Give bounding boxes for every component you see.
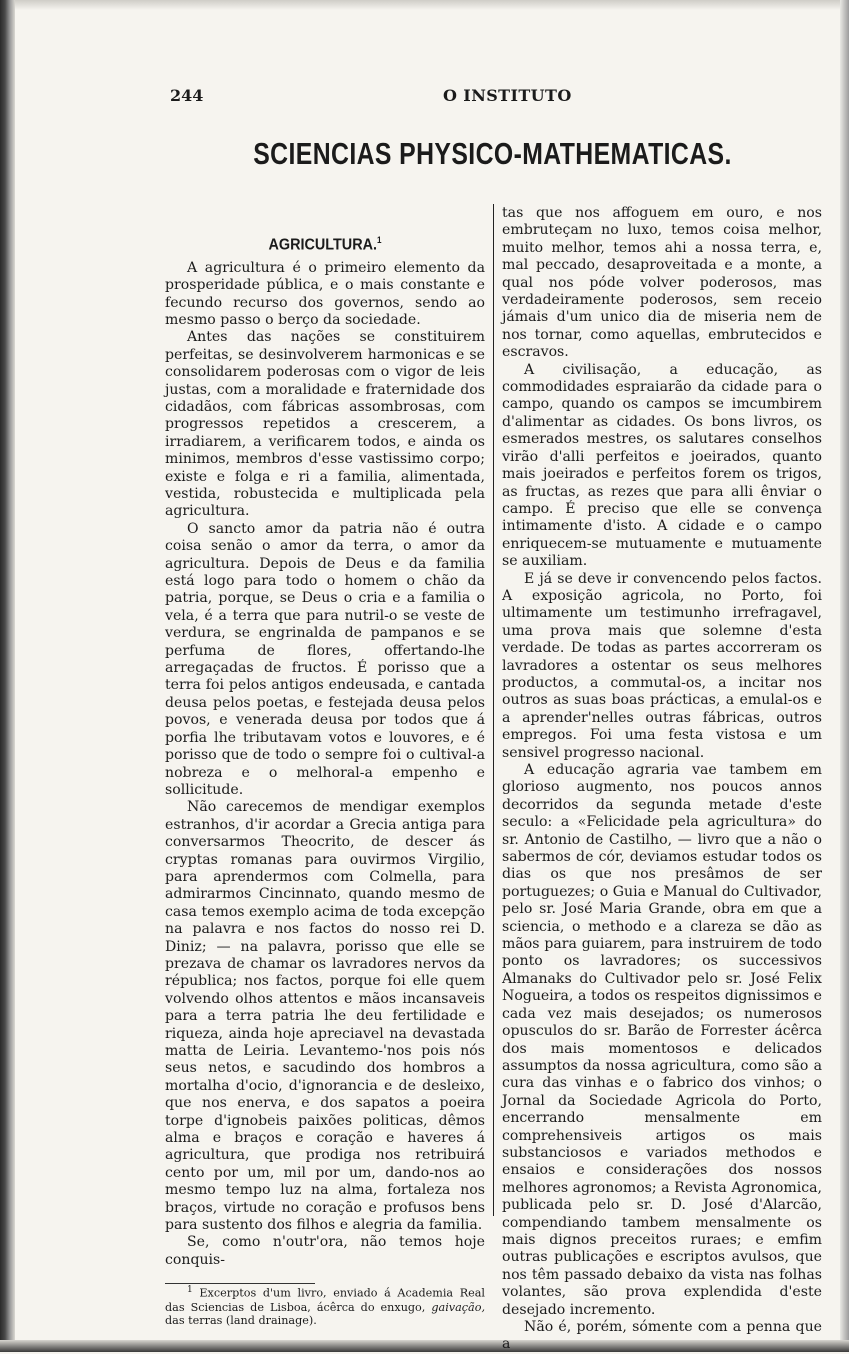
- footnote: [165, 1284, 485, 1328]
- page-number: 244: [170, 86, 204, 105]
- paragraph: A agricultura é o primeiro elemento da prosperidade pública, e o mais constante e fecundo recurso dos governos, sendo ao mesmo passo o berço da sociedade.: [165, 259, 485, 328]
- paragraph: Se, como n'outr'ora, não temos hoje conquis-: [165, 1234, 485, 1268]
- page-top-edge: [15, 0, 840, 10]
- paragraph: O sancto amor da patria não é outra coisa senão o amor da terra, o amor da agricultura. Depois de Deus e da familia está logo para todo o homem o chão da patria, porque, se Deus o cria e a familia o vela, é a terra que para nutril-o se veste de verdura, se engrinalda de pampanos e se perfuma de flores, offertando-lhe arregaçadas de fructos. É porisso que a terra foi pelos antigos endeusada, e cantada deusa pelos poetas, e festejada deusa pelos povos, e venerada deusa por todos que á porfia lhe tributavam votos e louvores, e é porisso que de todo o sempre foi o cultival-a nobreza e o melhoral-a empenho e sollicitude.: [165, 520, 485, 798]
- paragraph: E já se deve ir convencendo pelos factos. A exposição agricola, no Porto, foi ultimamente um testimunho irrefragavel, uma prova mais que solemne d'esta verdade. De todas as partes accorreram os lavradores a ostentar os seus melhores productos, a commutal-os, a incitar nos outros as suas boas prácticas, a emulal-os e a aprender'nelles outras fábricas, outros empregos. Foi uma festa vistosa e um sensivel progresso nacional.: [502, 570, 822, 761]
- paragraph: Antes das nações se constituirem perfeitas, se desinvolverem harmonicas e se consolidarem poderosas com o vigor de leis justas, com a moralidade e fraternidade dos cidadãos, com fábricas assombrosas, com progressos repetidos a crescerem, a irradiarem, a verificarem todos, e ainda os minimos, membros d'esse vastissimo corpo; existe e folga e ri a familia, alimentada, vestida, robustecida e multiplicada pela agricultura.: [165, 329, 485, 520]
- paragraph: Não carecemos de mendigar exemplos estranhos, d'ir acordar a Grecia antiga para conversarmos Theocrito, de descer ás cryptas romanas para ouvirmos Virgilio, para aprendermos com Colmella, para admirarmos Cincinnato, quando mesmo de casa temos exemplo acima de toda excepção na palavra e nos factos do nosso rei D. Diniz; — na palavra, porisso que elle se prezava de chamar os lavradores nervos da républica; nos factos, porque foi elle quem volvendo olhos attentos e mãos incansaveis para a terra patria lhe deu fertilidade e riqueza, ainda hoje apreciavel na devastada matta de Leiria. Levantemo-'nos pois nós seus netos, e sacudindo dos hombros a mortalha d'ocio, d'ignorancia e de desleixo, que nos enerva, e dos sapatos a poeira torpe d'ignobeis paixões politicas, dêmos alma e braços e coração e haveres á agricultura, que prodiga nos retribuirá cento por um, mil por um, dando-nos ao mesmo tempo luz na alma, fortaleza nos braços, virtude no coração e profusos bens para sustento dos filhos e alegria da familia.: [165, 799, 485, 1234]
- article-heading: [181, 232, 469, 254]
- paragraph: A educação agraria vae tambem em glorioso augmento, nos poucos annos decorridos da segunda metade d'este seculo: a «Felicidade pela agricultura» do sr. Antonio de Castilho, — livro que a não o sabermos de cór, deviamos estudar todos os dias os que nos presâmos de ser portuguezes; o Guia e Manual do Cultivador, pelo sr. José Maria Grande, obra em que a sciencia, o methodo e a clareza se dão as mãos para guiarem, para instruirem de todo ponto os lavradores; os successivos Almanaks do Cultivador pelo sr. José Felix Nogueira, a todos os respeitos dignissimos e cada vez mais desejados; os numerosos opusculos do sr. Barão de Forrester ácêrca dos mais momentosos e delicados assumptos da nossa agricultura, como são a cura das vinhas e o fabrico dos vinhos; o Jornal da Sociedade Agricola do Porto, encerrando mensalmente em comprehensiveis artigos os mais substanciosos e variados methodos e ensaios e considerações dos nossos melhores agronomos; a Revista Agronomica, publicada pelo sr. D. José d'Alarcão, compendiando tambem mensalmente os mais dignos preceitos ruraes; e emfim outras publicações e escriptos avulsos, que nos têm passado debaixo da vista nas folhas volantes, são prova explendida d'este desejado incremento.: [502, 762, 822, 1318]
- footnote-marker: 1: [187, 1285, 193, 1296]
- paragraph: Não é, porém, sómente com a penna que a: [502, 1319, 822, 1353]
- page-right-edge: [840, 0, 849, 1352]
- footnote-text-end: das terras (land drainage).: [165, 1314, 317, 1328]
- column-divider: [493, 204, 494, 1216]
- article-heading-text: AGRICULTURA.: [268, 236, 378, 254]
- paragraph: A civilisação, a educação, as commodidades espraiarão da cidade para o campo, quando os campos se imcumbirem d'alimentar as cidades. Os bons livros, os esmerados mestres, os salutares conselhos virão d'alli perfeitos e joeirados, quanto mais joeirados e perfeitos forem os trigos, as fructas, as rezes que para alli ênviar o campo. É preciso que elle se convença intimamente d'isto. A cidade e o campo enriquecem-se mutuamente e mutuamente se auxiliam.: [502, 361, 822, 570]
- footnote-italic-term: gaivação,: [431, 1300, 486, 1314]
- paragraph: tas que nos affoguem em ouro, e nos embruteçam no luxo, temos coisa melhor, muito melhor, temos ahi a nossa terra, e, mal peccado, desaproveitada e a monte, a qual nos póde volver poderosos, mas verdadeiramente poderosos, sem receio jámais d'um unico dia de miseria nem de nos tornar, como aquellas, embrutecidos e escravos.: [502, 205, 822, 361]
- book-binding-edge: [0, 0, 15, 1352]
- section-title: SCIENCIAS PHYSICO-MATHEMATICAS.: [253, 136, 732, 171]
- footnote-text: Excerptos d'um livro, enviado á Academia Real das Sciencias de Lisboa, ácêrca do enxugo,: [165, 1287, 485, 1314]
- right-column: [502, 205, 822, 1354]
- article-footnote-marker: 1: [377, 235, 382, 245]
- left-column: [165, 232, 485, 1328]
- running-title: O INSTITUTO: [443, 86, 572, 105]
